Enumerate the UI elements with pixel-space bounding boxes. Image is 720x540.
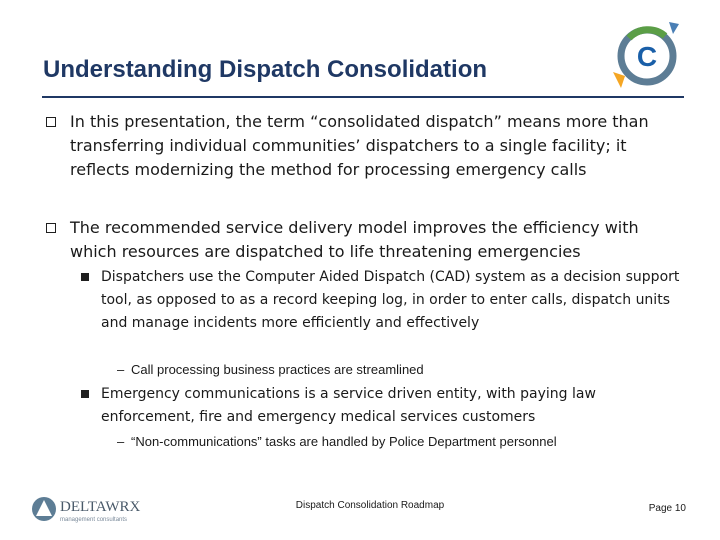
- detail-2-text: “Non-communications” tasks are handled by Police Department personnel: [131, 434, 557, 449]
- sub-bullet-2: [81, 383, 681, 429]
- footer-title: Dispatch Consolidation Roadmap: [295, 500, 445, 511]
- svg-text:C: C: [636, 41, 658, 72]
- square-bullet-icon: [81, 390, 89, 398]
- detail-2: [117, 433, 557, 451]
- consolidation-logo-icon: [607, 14, 687, 94]
- page-number: Page 10: [648, 503, 686, 514]
- dash-bullet-icon: –: [117, 434, 125, 449]
- deltawrx-logo-icon: [30, 493, 160, 525]
- sub-bullet-1: [81, 266, 681, 335]
- footer-brand: DELTAWRX: [60, 499, 141, 515]
- bullet-2: [46, 216, 686, 264]
- bullet-1: [46, 110, 686, 182]
- footer-tagline: management consultants: [60, 517, 128, 523]
- checkbox-bullet-icon: [46, 223, 56, 233]
- dash-bullet-icon: –: [117, 362, 125, 377]
- title-divider: [42, 96, 684, 98]
- detail-1: [117, 361, 424, 379]
- sub-bullet-2-text: Emergency communications is a service driven entity, with paying law enforcement, fire and emergency medical services customers: [101, 386, 596, 425]
- checkbox-bullet-icon: [46, 117, 56, 127]
- sub-bullet-1-text: Dispatchers use the Computer Aided Dispatch (CAD) system as a decision support tool, as opposed to as a record keeping log, in order to enter calls, dispatch units and manage incidents more efficiently and effectively: [101, 269, 680, 331]
- bullet-1-text: In this presentation, the term “consolidated dispatch” means more than transferring individual communities’ dispatchers to a single facility; it reflects modernizing the method for processing emergency calls: [70, 112, 649, 179]
- bullet-2-text: The recommended service delivery model improves the efficiency with which resources are dispatched to life threatening emergencies: [70, 218, 639, 261]
- square-bullet-icon: [81, 273, 89, 281]
- detail-1-text: Call processing business practices are streamlined: [131, 362, 424, 377]
- slide-title: Understanding Dispatch Consolidation: [43, 56, 488, 83]
